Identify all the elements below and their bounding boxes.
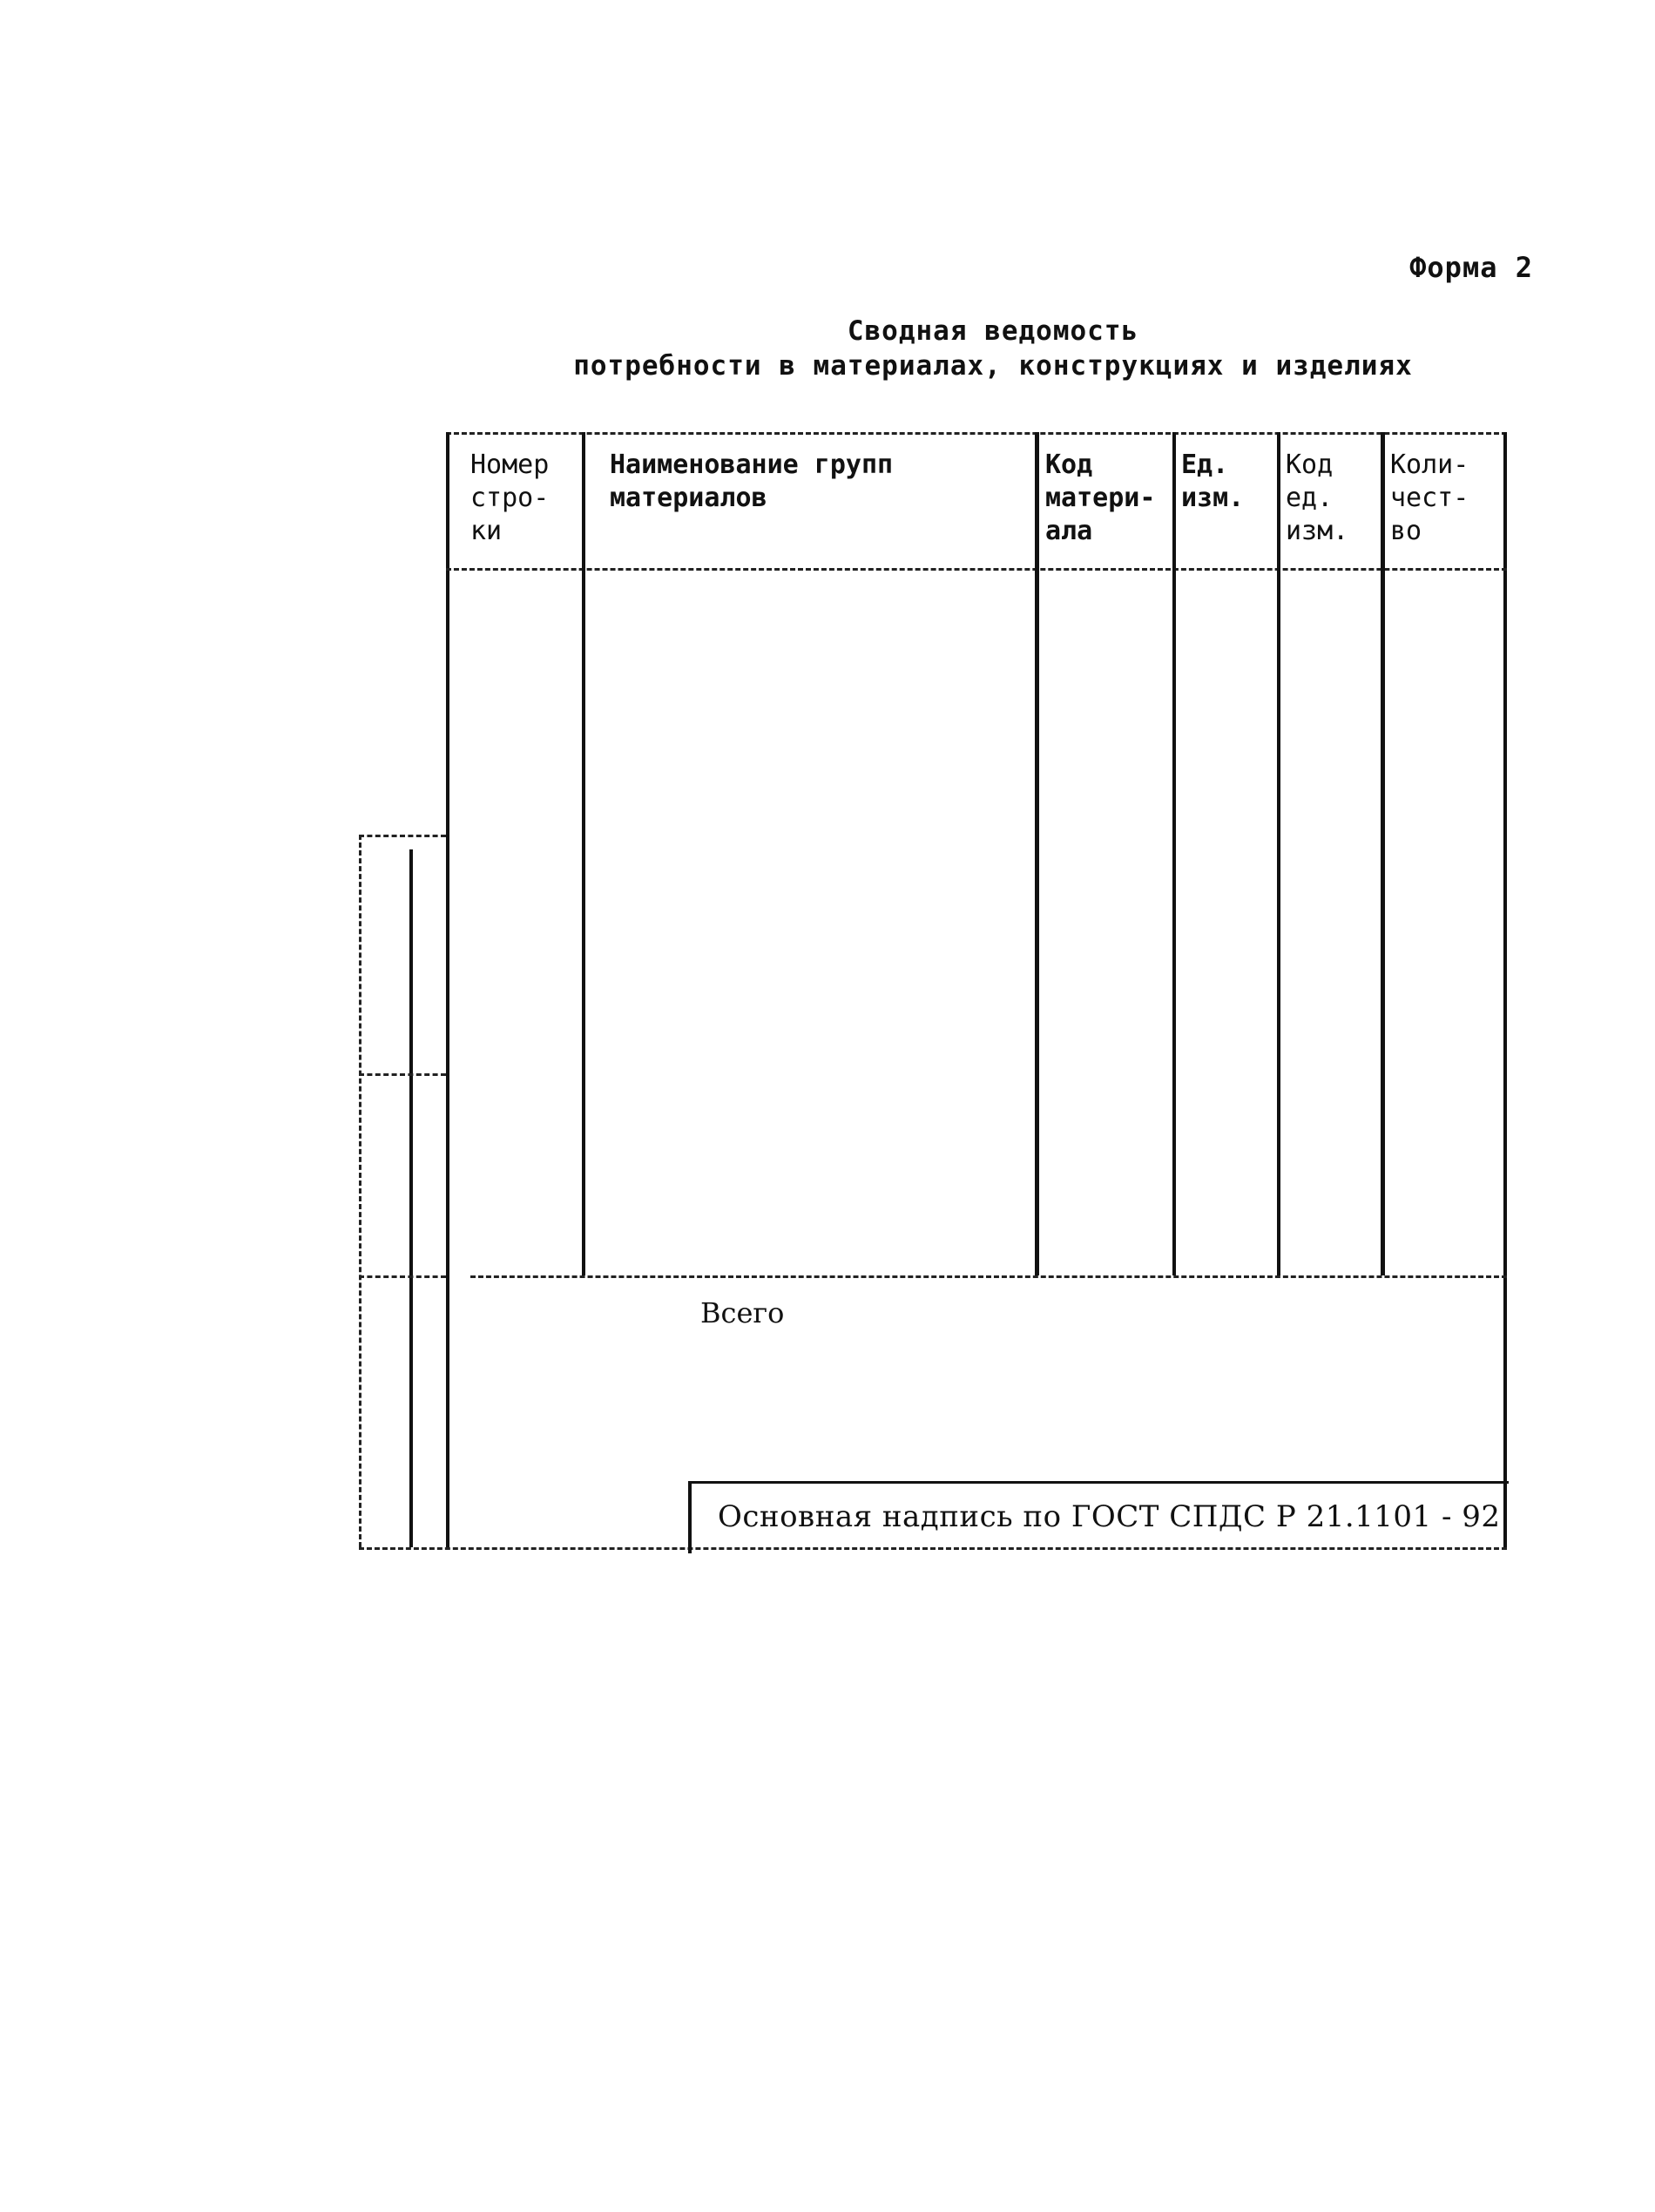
column-header-material-code: Код матери- ала [1045, 450, 1156, 546]
column-header-row-number: Номер стро- ки [470, 450, 550, 546]
table-right-border [1503, 432, 1507, 1547]
column-divider-3 [1172, 432, 1176, 1275]
column-divider-2 [1035, 432, 1039, 1275]
total-label: Всего [700, 1296, 785, 1329]
form-number-label: Форма 2 [1409, 251, 1533, 284]
title-block-stamp [688, 1481, 1509, 1553]
column-header-unit-code: Код ед. изм. [1286, 450, 1349, 546]
table-left-border [446, 432, 449, 1547]
column-divider-1 [582, 432, 585, 1275]
binding-strip-top [359, 835, 446, 837]
total-row-separator [470, 1275, 1507, 1278]
header-separator [446, 568, 1507, 571]
document-title-line-2: потребности в материалах, конструкциях и изделиях [573, 350, 1413, 382]
binding-strip-low [359, 1275, 446, 1278]
column-header-quantity: Коли- чест- во [1390, 450, 1469, 546]
binding-strip-outer-line [359, 835, 361, 1547]
binding-strip-inner-line [409, 849, 413, 1547]
binding-strip-mid [359, 1073, 446, 1076]
column-divider-5 [1381, 432, 1385, 1275]
title-block-stamp-text: Основная надпись по ГОСТ СПДС Р 21.1101 - 92 [718, 1499, 1501, 1534]
column-header-unit: Ед. изм. [1181, 450, 1245, 513]
column-divider-4 [1277, 432, 1280, 1275]
document-title-line-1: Сводная ведомость [847, 315, 1139, 347]
column-header-material-group-name: Наименование групп материалов [610, 450, 894, 513]
table-top-border [446, 432, 1507, 435]
